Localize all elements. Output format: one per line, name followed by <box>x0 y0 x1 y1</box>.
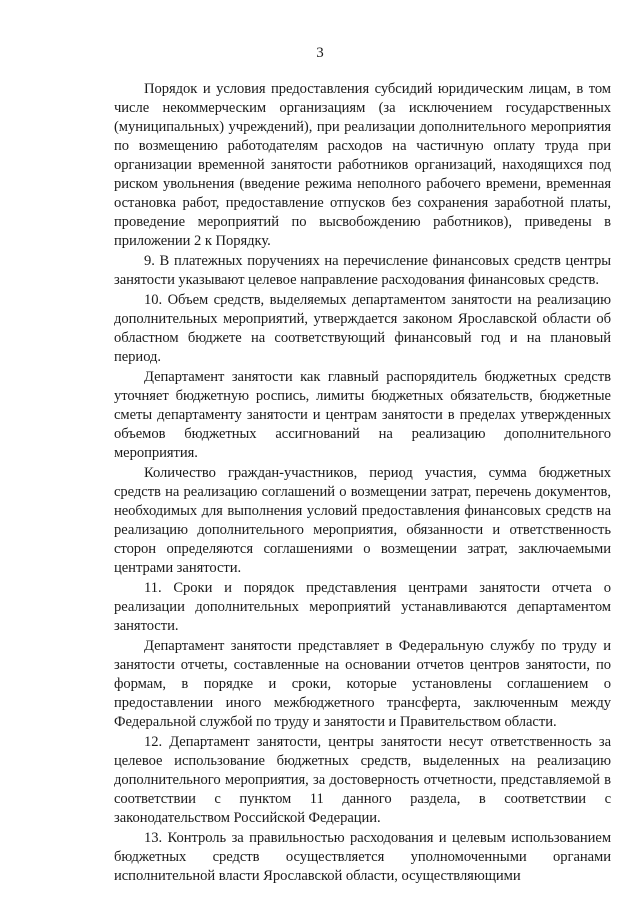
paragraph-federal-reports: Департамент занятости представляет в Федеральную службу по труду и занятости отчеты, составленные на основании отчетов центров занятости, по формам, в порядке и сроки, которые установлены соглашением о предоставлении иного межбюджетного трансферта, заключенным между Федеральной службой по труду и занятости и Правительством области. <box>114 638 611 730</box>
paragraph-item-10: 10. Объем средств, выделяемых департаментом занятости на реализацию дополнительных мероприятий, утверждается законом Ярославской области об областном бюджете на соответствующий финансовый год и на плановый период. <box>114 292 611 365</box>
paragraph-item-11: 11. Сроки и порядок представления центрами занятости отчета о реализации дополнительных мероприятий устанавливаются департаментом занятости. <box>114 580 611 634</box>
paragraph-subsidies-procedure: Порядок и условия предоставления субсидий юридическим лицам, в том числе некоммерческим организациям (за исключением государственных (муниципальных) учреждений), при реализации дополнительного мероприятия по возмещению работодателям расходов на частичную оплату труда при организации временной занятости работников организаций, находящихся под риском увольнения (введение режима неполного рабочего времени, временная остановка работ, предоставление отпусков без сохранения заработной платы, проведение мероприятий по высвобождению работников), приведены в приложении 2 к Порядку. <box>114 81 611 249</box>
paragraph-participants: Количество граждан-участников, период участия, сумма бюджетных средств на реализацию соглашений о возмещении затрат, перечень документов, необходимых для выполнения условий предоставления финансовых средств на реализацию дополнительного мероприятия, обязанности и ответственность сторон определяются соглашениями о возмещении затрат, заключаемыми центрами занятости. <box>114 465 611 576</box>
paragraph-budget-distributor: Департамент занятости как главный распорядитель бюджетных средств уточняет бюджетную роспись, лимиты бюджетных обязательств, бюджетные сметы департаменту занятости и центрам занятости в пределах утвержденных объемов бюджетных ассигнований на реализацию дополнительного мероприятия. <box>114 369 611 461</box>
paragraph-item-13: 13. Контроль за правильностью расходования и целевым использованием бюджетных средств осуществляется уполномоченными органами исполнительной власти Ярославской области, осуществляющими <box>114 830 611 884</box>
paragraph-item-9: 9. В платежных поручениях на перечисление финансовых средств центры занятости указывают целевое направление расходования финансовых средств. <box>114 253 611 288</box>
page-number: 3 <box>316 45 324 61</box>
document-body <box>114 80 611 886</box>
paragraph-item-12: 12. Департамент занятости, центры занятости несут ответственность за целевое использование бюджетных средств, выделенных на реализацию дополнительного мероприятия, за достоверность отчетности, представляемой в соответствии с пунктом 11 данного раздела, в соответствии с законодательством Российской Федерации. <box>114 734 611 826</box>
